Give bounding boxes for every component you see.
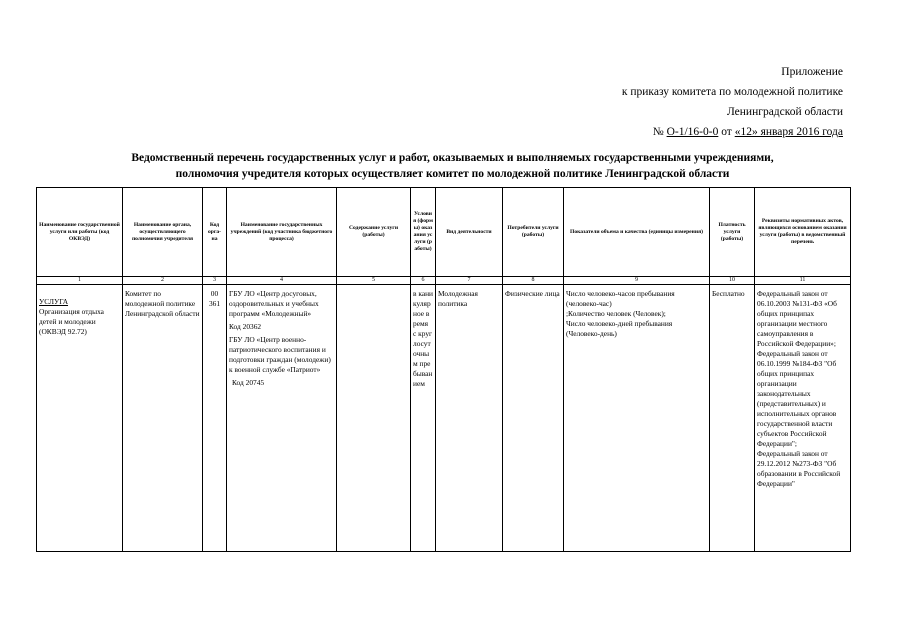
header-order-ref: к приказу комитета по молодежной политике <box>621 86 843 98</box>
column-number: 6 <box>411 277 436 285</box>
column-header: Потребители услуги (работы) <box>503 188 564 277</box>
column-header: Платность услуги (работы) <box>710 188 755 277</box>
services-table <box>36 187 851 552</box>
column-number: 4 <box>227 277 337 285</box>
organ-code-part-1: 00 <box>210 289 219 298</box>
column-header: Вид деятельности <box>436 188 503 277</box>
indicator-item: Число человеко-часов пребывания (человеко-час) <box>566 289 675 308</box>
service-content-cell <box>337 285 411 552</box>
service-name-cell <box>37 285 123 552</box>
indicator-item: Число человеко-дней пребывания (Человеко-день) <box>566 319 673 338</box>
column-number: 1 <box>37 277 123 285</box>
document-title <box>40 150 865 182</box>
order-number: О-1/16-0-0 <box>666 126 719 138</box>
column-number: 9 <box>564 277 710 285</box>
column-header: Наименование государственной услуги или работы (код ОКВЭД) <box>37 188 123 277</box>
order-mid: от <box>718 126 735 138</box>
table-row <box>37 285 851 552</box>
order-prefix: № <box>652 126 667 138</box>
organ-code-part-2: 361 <box>208 299 221 308</box>
column-header: Условия (формы) оказания услуги (работы) <box>411 188 436 277</box>
column-header: Показатели объема и качества (единицы измерения) <box>564 188 710 277</box>
column-number: 2 <box>123 277 203 285</box>
header-region: Ленинградской области <box>726 106 843 118</box>
legal-acts-cell <box>755 285 851 552</box>
title-line-2: полномочия учредителя которых осуществляет комитет по молодежной политике Ленинградской области <box>175 168 730 180</box>
institution-code: Код 20745 <box>232 378 265 387</box>
payment-cell: Бесплатно <box>710 285 755 552</box>
document-header <box>622 62 843 142</box>
column-header: Содержание услуги (работы) <box>337 188 411 277</box>
column-number: 8 <box>503 277 564 285</box>
header-order-line <box>622 122 843 142</box>
legal-act: Федеральный закон от 06.10.1999 №184-ФЗ "Об общих принципах организации законодательных (представительных) и исполнительных органов государственной власти субъектов Российской Федерации"; <box>757 349 837 448</box>
indicator-item: ;Количество человек (Человек); <box>566 309 666 318</box>
indicators-cell <box>564 285 710 552</box>
order-date: «12» января 2016 года <box>734 126 843 138</box>
column-header: Реквизиты нормативных актов, являющихся основанием оказания услуги (работы) в ведомственный перечень <box>755 188 851 277</box>
institution-code: Код 20362 <box>229 322 262 331</box>
activity-type-cell: Молодежная политика <box>436 285 503 552</box>
legal-act: Федеральный закон от 06.10.2003 №131-ФЗ «Об общих принципах организации местного самоуправления в Российской Федерации»; <box>757 289 837 348</box>
column-number: 10 <box>710 277 755 285</box>
institutions-cell <box>227 285 337 552</box>
column-number: 5 <box>337 277 411 285</box>
header-appendix: Приложение <box>781 66 843 78</box>
title-line-1: Ведомственный перечень государственных услуг и работ, оказываемых и выполняемых государственными учреждениями, <box>131 152 774 164</box>
column-header: Наименование органа, осуществляющего полномочия учредителя <box>123 188 203 277</box>
service-type-label: УСЛУГА <box>39 297 69 306</box>
table-header-row <box>37 188 851 277</box>
column-header: Наименование государственных учреждений (код участника бюджетного процесса) <box>227 188 337 277</box>
column-number: 11 <box>755 277 851 285</box>
service-conditions-cell: в каникулярное время с круглосуточным пребыванием <box>411 285 436 552</box>
institution-name: ГБУ ЛО «Центр военно-патриотического воспитания и подготовки граждан (молодежи) к военной службе «Патриот» <box>229 335 331 374</box>
founder-body-cell: Комитет по молодежной политике Ленинградской области <box>123 285 203 552</box>
service-name: Организация отдыха детей и молодежи (ОКВЭД 92.72) <box>39 307 104 336</box>
column-header: Код орга-на <box>203 188 227 277</box>
consumers-cell: Физические лица <box>503 285 564 552</box>
column-number-row <box>37 277 851 285</box>
organ-code-cell <box>203 285 227 552</box>
column-number: 7 <box>436 277 503 285</box>
column-number: 3 <box>203 277 227 285</box>
institution-name: ГБУ ЛО «Центр досуговых, оздоровительных и учебных программ «Молодежный» <box>229 289 319 318</box>
legal-act: Федеральный закон от 29.12.2012 №273-ФЗ "Об образовании в Российской Федерации" <box>757 449 841 488</box>
